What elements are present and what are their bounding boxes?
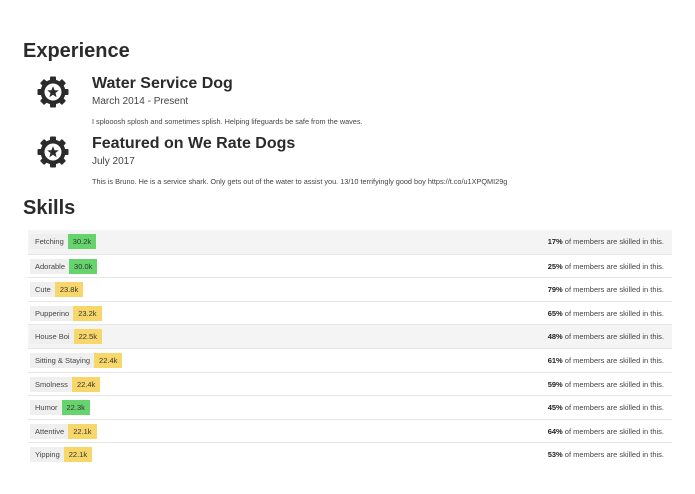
skills-list (28, 230, 672, 466)
skill-row (28, 230, 672, 254)
skill-percent: 59% (547, 379, 563, 389)
experience-heading: Experience (23, 40, 130, 62)
skill-label[interactable] (30, 424, 97, 439)
skill-stat-suffix: of members are skilled in this. (564, 261, 664, 271)
skill-percent: 61% (547, 355, 563, 365)
skill-name: Yipping (35, 450, 60, 460)
endorsement-count-badge: 22.4k (72, 377, 100, 392)
skill-name: Adorable (35, 261, 66, 271)
skill-stat (548, 234, 664, 249)
skill-name: Smolness (35, 379, 68, 389)
endorsement-count-badge: 30.2k (68, 234, 96, 249)
skill-row (28, 254, 672, 278)
skill-label[interactable] (30, 400, 90, 415)
experience-date: July 2017 (92, 156, 135, 167)
endorsement-count-badge: 22.1k (68, 424, 96, 439)
endorsement-count-badge: 23.8k (55, 282, 83, 297)
skill-stat (548, 353, 664, 368)
endorsement-count-badge: 22.3k (62, 400, 90, 415)
skill-stat-suffix: of members are skilled in this. (564, 379, 664, 389)
skill-percent: 65% (547, 308, 563, 318)
skill-label[interactable] (30, 447, 92, 462)
skill-name: Fetching (35, 237, 64, 246)
skill-stat (548, 377, 664, 392)
skill-stat (548, 447, 664, 462)
skill-stat (548, 400, 664, 415)
endorsement-count-badge: 22.1k (64, 447, 92, 462)
skill-percent: 45% (547, 403, 563, 413)
skill-percent: 64% (547, 426, 563, 436)
skill-stat-suffix: of members are skilled in this. (564, 285, 664, 295)
skill-row (28, 324, 672, 348)
skill-label[interactable] (30, 259, 97, 274)
endorsement-count-badge: 22.4k (94, 353, 122, 368)
skill-label[interactable] (30, 306, 102, 321)
skill-label[interactable] (30, 329, 102, 344)
badge-star-icon (36, 135, 70, 169)
skill-stat-suffix: of members are skilled in this. (564, 237, 664, 246)
skill-stat (548, 259, 664, 274)
skill-row (28, 372, 672, 396)
skill-stat (548, 424, 664, 439)
skill-name: House Boi (35, 332, 70, 342)
skill-row (28, 419, 672, 443)
skill-stat-suffix: of members are skilled in this. (564, 426, 664, 436)
skill-label[interactable] (30, 353, 122, 368)
skill-stat-suffix: of members are skilled in this. (564, 403, 664, 413)
skill-percent: 48% (547, 332, 563, 342)
experience-description: I splooosh splosh and sometimes splish. Helping lifeguards be safe from the waves. (92, 117, 363, 126)
skill-row (28, 277, 672, 301)
skill-stat-suffix: of members are skilled in this. (564, 450, 664, 460)
skill-stat-suffix: of members are skilled in this. (564, 355, 664, 365)
skill-name: Sitting & Staying (35, 355, 91, 365)
skill-name: Humor (35, 403, 58, 413)
skill-name: Pupperino (35, 308, 70, 318)
skill-stat (548, 329, 664, 344)
skill-row (28, 442, 672, 466)
skills-heading: Skills (23, 197, 76, 219)
skill-percent: 79% (547, 285, 563, 295)
skill-stat (548, 306, 664, 321)
experience-name: Water Service Dog (92, 75, 233, 92)
experience-name: Featured on We Rate Dogs (92, 135, 296, 152)
skill-row (28, 348, 672, 372)
skill-label[interactable] (30, 282, 83, 297)
skill-label[interactable] (30, 234, 96, 249)
experience-date: March 2014 - Present (92, 96, 189, 107)
experience-description: This is Bruno. He is a service shark. Only gets out of the water to assist you. 13/10 terrifyingly good boy https://t.co/u1XPQMI29g (92, 177, 508, 186)
skill-stat-suffix: of members are skilled in this. (564, 308, 664, 318)
skill-row (28, 301, 672, 325)
skill-stat (548, 282, 664, 297)
endorsement-count-badge: 23.2k (73, 306, 101, 321)
endorsement-count-badge: 22.5k (74, 329, 102, 344)
endorsement-count-badge: 30.0k (69, 259, 97, 274)
skill-name: Attentive (35, 426, 65, 436)
skill-percent: 25% (547, 261, 563, 271)
skill-percent: 53% (547, 450, 563, 460)
skill-row (28, 395, 672, 419)
skill-percent: 17% (547, 237, 563, 246)
skill-label[interactable] (30, 377, 100, 392)
skill-name: Cute (35, 285, 51, 295)
skill-stat-suffix: of members are skilled in this. (564, 332, 664, 342)
badge-star-icon (36, 75, 70, 109)
